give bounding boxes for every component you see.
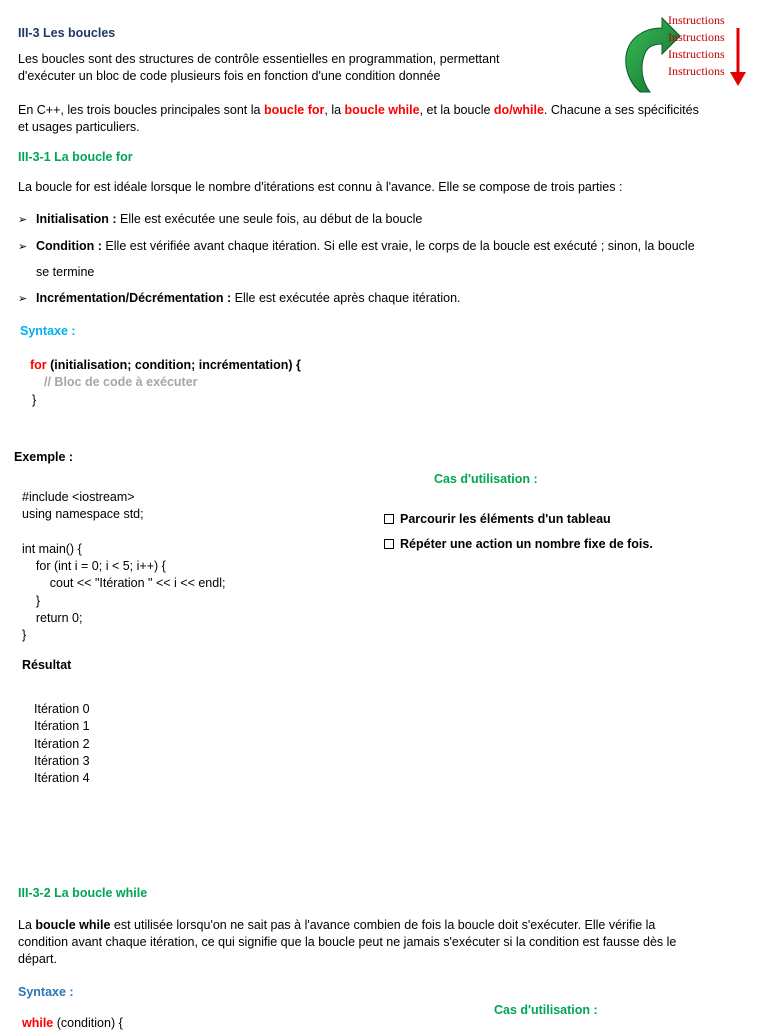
result-label: Résultat [22, 658, 72, 672]
code-line: return 0; [22, 611, 83, 625]
intro-paragraph: Les boucles sont des structures de contrôle essentielles en programmation, permettant d'exécuter un bloc de code plusieurs fois en fonction d'une condition donnée [18, 52, 500, 83]
use-case-item: Parcourir les éléments d'un tableau [384, 512, 611, 526]
for-syntax-label: Syntaxe : [20, 324, 76, 338]
bullet-condition-continued: se termine [36, 265, 95, 279]
keyword-boucle-while: boucle while [344, 103, 420, 117]
while-use-cases-label: Cas d'utilisation : [494, 1003, 598, 1017]
for-section-title: III-3-1 La boucle for [18, 150, 133, 164]
for-use-cases-label: Cas d'utilisation : [434, 472, 538, 486]
code-line: #include <iostream> [22, 490, 135, 504]
code-line: using namespace std; [22, 507, 144, 521]
code-line: } [22, 628, 27, 642]
arrow-bullet-icon: ➢ [18, 214, 28, 226]
checkbox-icon [384, 514, 394, 524]
while-syntax-line: while (condition) { [22, 1016, 123, 1030]
while-syntax-label: Syntaxe : [18, 985, 74, 999]
while-paragraph: La boucle while est utilisée lorsqu'on ne sait pas à l'avance combien de fois la boucle doit s'exécuter. Elle vérifie la condition avant chaque itération, ce qui signifie que la boucle peut ne jamais s'exécuter si la condition est fausse dès le départ. [18, 918, 677, 966]
result-line: Itération 4 [34, 771, 90, 785]
bullet-incrementation: ➢ Incrémentation/Décrémentation : Elle est exécutée après chaque itération. [18, 290, 461, 308]
logo-word: Instructions [668, 30, 725, 44]
bullet-initialisation: ➢ Initialisation : Elle est exécutée une seule fois, au début de la boucle [18, 211, 422, 229]
code-line: } [22, 594, 41, 608]
result-line: Itération 1 [34, 719, 90, 733]
arrow-bullet-icon: ➢ [18, 293, 28, 305]
result-line: Itération 3 [34, 754, 90, 768]
keyword-do-while: do/while [493, 103, 544, 117]
bullet-condition: ➢ Condition : Elle est vérifiée avant chaque itération. Si elle est vraie, le corps de la boucle est exécuté ; sinon, la boucle [18, 238, 695, 256]
for-syntax-line: for (initialisation; condition; incrémentation) { [30, 358, 301, 372]
result-line: Itération 0 [34, 702, 90, 716]
code-line: cout << "Itération " << i << endl; [22, 576, 226, 590]
for-syntax-comment: // Bloc de code à exécuter [44, 375, 198, 389]
checkbox-icon [384, 539, 394, 549]
instructions-logo [618, 12, 758, 96]
code-line: int main() { [22, 542, 82, 556]
logo-word: Instructions [668, 13, 725, 27]
for-description: La boucle for est idéale lorsque le nombre d'itérations est connu à l'avance. Elle se compose de trois parties : [18, 180, 623, 194]
cpp-paragraph: En C++, les trois boucles principales sont la boucle for, la boucle while, et la boucle do/while. Chacune a ses spécificités et usages particuliers. [18, 103, 699, 134]
logo-word: Instructions [668, 64, 725, 78]
section-title: III-3 Les boucles [18, 26, 116, 40]
logo-word: Instructions [668, 47, 725, 61]
arrow-bullet-icon: ➢ [18, 241, 28, 253]
for-syntax-close: } [32, 393, 37, 407]
result-line: Itération 2 [34, 737, 90, 751]
code-line: for (int i = 0; i < 5; i++) { [22, 559, 166, 573]
while-section-title: III-3-2 La boucle while [18, 886, 148, 900]
example-label: Exemple : [14, 450, 74, 464]
keyword-boucle-for: boucle for [263, 103, 325, 117]
use-case-item: Répéter une action un nombre fixe de fois. [384, 537, 653, 551]
